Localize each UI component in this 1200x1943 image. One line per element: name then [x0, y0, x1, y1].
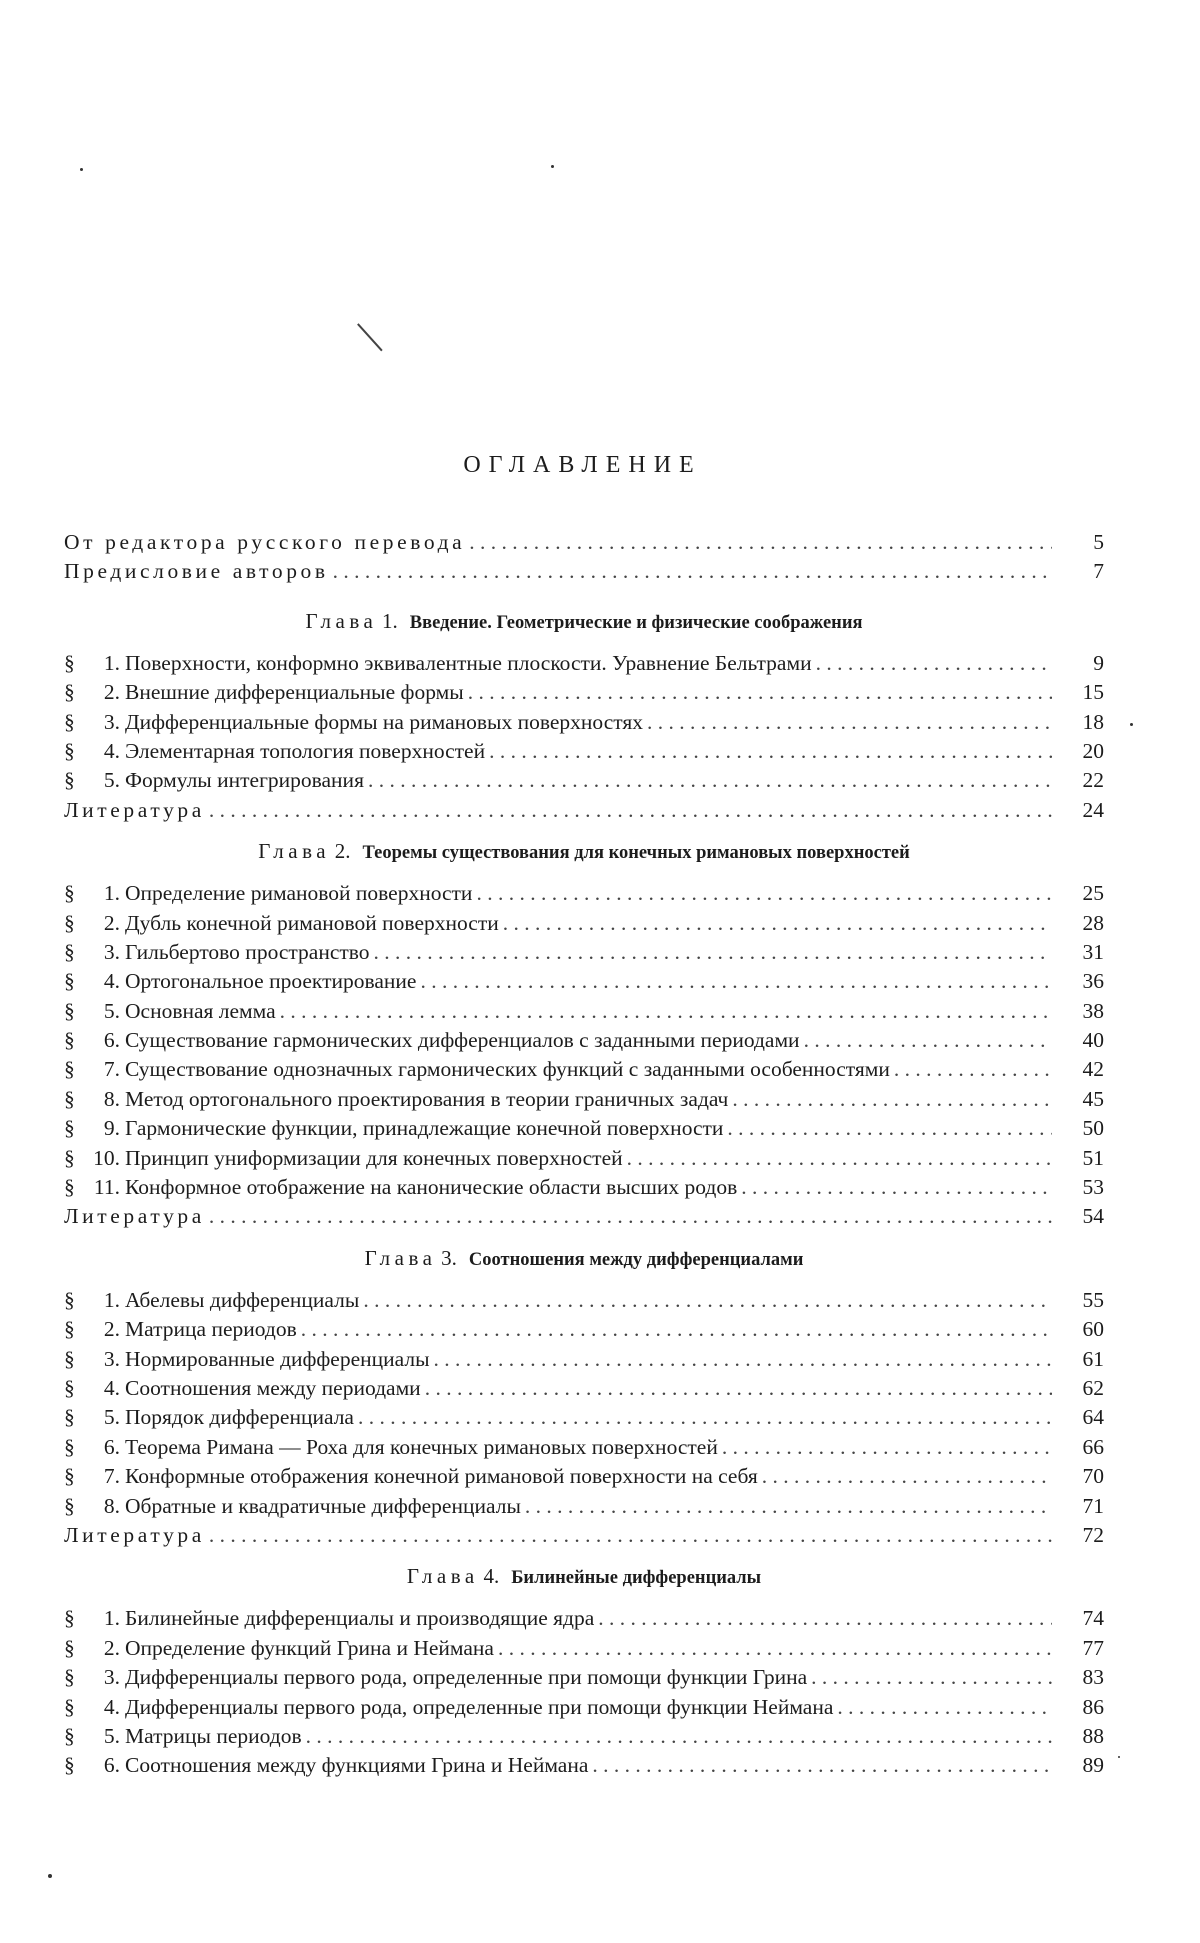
section-entry: [64, 1055, 1104, 1084]
section-title: Гармонические функции, принадлежащие конечной поверхности: [125, 1116, 724, 1141]
dot-leader: [363, 1286, 1052, 1315]
section-sign: §: [64, 881, 75, 906]
dot-leader: [816, 649, 1052, 678]
page-number: 51: [1082, 1145, 1104, 1170]
scan-mark: [357, 323, 382, 351]
page-number: 50: [1082, 1116, 1104, 1141]
page-number: 71: [1082, 1493, 1104, 1518]
section-number: 8.: [103, 1086, 120, 1111]
page-number: 88: [1082, 1723, 1104, 1748]
section-sign: §: [64, 910, 75, 935]
section-number: 2.: [103, 910, 120, 935]
dot-leader: [280, 997, 1052, 1026]
page-number: 28: [1082, 910, 1104, 935]
page-number: 74: [1082, 1606, 1104, 1631]
section-sign: §: [64, 680, 75, 705]
entry-text: Литература: [64, 1522, 205, 1547]
section-sign: §: [64, 1493, 75, 1518]
section-number: 5.: [103, 1723, 120, 1748]
page-number: 62: [1082, 1375, 1104, 1400]
section-title: Формулы интегрирования: [125, 768, 364, 793]
dot-leader: [420, 967, 1052, 996]
section-number: 3.: [103, 1346, 120, 1371]
chapter-heading: [64, 1560, 1104, 1592]
dot-leader: [592, 1751, 1052, 1780]
page-number: 20: [1082, 738, 1104, 763]
section-entry: [64, 879, 1104, 908]
dot-leader: [727, 1114, 1052, 1143]
page-number: 53: [1082, 1175, 1104, 1200]
dot-leader: [333, 557, 1052, 586]
section-number: 4.: [103, 1375, 120, 1400]
page-number: 40: [1082, 1028, 1104, 1053]
dot-leader: [503, 909, 1052, 938]
entry-text: Предисловие авторов: [64, 559, 329, 584]
chapter-label: Глава: [258, 839, 331, 864]
section-entry: [64, 967, 1104, 996]
section-number: 3.: [103, 709, 120, 734]
dot-leader: [811, 1663, 1052, 1692]
chapter-title: Введение. Геометрические и физические соображения: [409, 612, 863, 633]
page-number: 60: [1082, 1317, 1104, 1342]
dot-leader: [468, 678, 1052, 707]
section-entry: [64, 1315, 1104, 1344]
page-number: 83: [1082, 1665, 1104, 1690]
scan-speck: [48, 1874, 52, 1878]
page-number: 25: [1082, 881, 1104, 906]
section-entry: [64, 678, 1104, 707]
page-number: 5: [1093, 530, 1104, 554]
section-sign: §: [64, 1694, 75, 1719]
section-sign: §: [64, 1375, 75, 1400]
section-title: Конформные отображения конечной римановой поверхности на себя: [125, 1464, 758, 1489]
chapter-label: Глава: [364, 1245, 437, 1270]
section-number: 1.: [103, 1287, 120, 1312]
section-title: Основная лемма: [125, 998, 276, 1023]
section-sign: §: [64, 939, 75, 964]
section-number: 3.: [103, 1665, 120, 1690]
section-number: 11.: [93, 1175, 120, 1200]
chapter-title: Теоремы существования для конечных римановых поверхностей: [362, 843, 910, 864]
page-number: 18: [1082, 709, 1104, 734]
section-sign: §: [64, 1086, 75, 1111]
dot-leader: [627, 1144, 1052, 1173]
page-number: 64: [1082, 1405, 1104, 1430]
section-entry: [64, 1462, 1104, 1491]
section-sign: §: [64, 1464, 75, 1489]
section-title: Внешние дифференциальные формы: [125, 680, 464, 705]
dot-leader: [301, 1315, 1052, 1344]
section-sign: §: [64, 1635, 75, 1660]
section-number: 5.: [103, 998, 120, 1023]
section-title: Поверхности, конформно эквивалентные плоскости. Уравнение Бельтрами: [125, 650, 812, 675]
literature-entry: [64, 796, 1104, 825]
section-title: Матрицы периодов: [125, 1723, 302, 1748]
chapter-title: Билинейные дифференциалы: [511, 1568, 762, 1589]
section-number: 1.: [103, 650, 120, 675]
chapter-number: 4.: [483, 1564, 500, 1589]
page-number: 70: [1082, 1464, 1104, 1489]
section-entry: [64, 1693, 1104, 1722]
dot-leader: [374, 938, 1052, 967]
entry-text: От редактора русского перевода: [64, 530, 466, 554]
section-entry: [64, 1634, 1104, 1663]
section-number: 7.: [103, 1057, 120, 1082]
section-title: Ортогональное проектирование: [125, 969, 417, 994]
section-number: 6.: [103, 1028, 120, 1053]
dot-leader: [804, 1026, 1052, 1055]
dot-leader: [209, 1521, 1052, 1550]
dot-leader: [469, 528, 1052, 557]
dot-leader: [209, 796, 1052, 825]
table-of-contents: [64, 528, 1104, 1781]
dot-leader: [425, 1374, 1052, 1403]
chapter-number: 1.: [382, 608, 398, 633]
page-number: 42: [1082, 1057, 1104, 1082]
section-sign: §: [64, 1405, 75, 1430]
dot-leader: [894, 1055, 1052, 1084]
section-sign: §: [64, 1028, 75, 1053]
section-title: Абелевы дифференциалы: [125, 1287, 360, 1312]
section-entry: [64, 1433, 1104, 1462]
entry-text: Литература: [64, 1204, 205, 1229]
section-sign: §: [64, 738, 75, 763]
section-sign: §: [64, 1175, 75, 1200]
section-title: Соотношения между функциями Грина и Неймана: [125, 1753, 589, 1778]
section-sign: §: [64, 1434, 75, 1459]
section-title: Дифференциалы первого рода, определенные при помощи функции Неймана: [125, 1694, 834, 1719]
section-title: Теорема Римана — Роха для конечных римановых поверхностей: [125, 1434, 718, 1459]
section-sign: §: [64, 998, 75, 1023]
section-title: Элементарная топология поверхностей: [125, 738, 486, 763]
page-number: 24: [1082, 797, 1104, 822]
dot-leader: [722, 1433, 1052, 1462]
section-entry: [64, 1374, 1104, 1403]
page-number: 45: [1082, 1086, 1104, 1111]
section-title: Конформное отображение на канонические области высших родов: [125, 1175, 738, 1200]
section-title: Дифференциальные формы на римановых поверхностях: [125, 709, 643, 734]
dot-leader: [647, 708, 1052, 737]
section-title: Дифференциалы первого рода, определенные при помощи функции Грина: [125, 1665, 808, 1690]
section-number: 5.: [103, 1405, 120, 1430]
page-number: 36: [1082, 969, 1104, 994]
section-number: 9.: [103, 1116, 120, 1141]
dot-leader: [368, 766, 1052, 795]
scan-speck: [1118, 1756, 1120, 1758]
page-number: 7: [1093, 559, 1104, 584]
section-entry: [64, 1663, 1104, 1692]
section-entry: [64, 938, 1104, 967]
section-entry: [64, 1286, 1104, 1315]
section-title: Обратные и квадратичные дифференциалы: [125, 1493, 521, 1518]
section-title: Соотношения между периодами: [125, 1375, 421, 1400]
dot-leader: [209, 1202, 1052, 1231]
section-number: 2.: [103, 1317, 120, 1342]
section-title: Дубль конечной римановой поверхности: [125, 910, 499, 935]
section-title: Определение функций Грина и Неймана: [125, 1635, 494, 1660]
page-number: 55: [1082, 1287, 1104, 1312]
dot-leader: [598, 1604, 1052, 1633]
page-number: 22: [1082, 768, 1104, 793]
section-number: 7.: [103, 1464, 120, 1489]
dot-leader: [741, 1173, 1052, 1202]
chapter-label: Глава: [406, 1564, 479, 1589]
dot-leader: [837, 1693, 1052, 1722]
dot-leader: [489, 737, 1052, 766]
section-sign: §: [64, 1723, 75, 1748]
section-sign: §: [64, 768, 75, 793]
dot-leader: [306, 1722, 1052, 1751]
section-entry: [64, 1722, 1104, 1751]
section-number: 4.: [103, 738, 120, 763]
section-number: 1.: [103, 881, 120, 906]
dot-leader: [762, 1462, 1052, 1491]
dot-leader: [358, 1403, 1052, 1432]
section-title: Гильбертово пространство: [125, 939, 370, 964]
scan-speck: [80, 168, 83, 171]
section-entry: [64, 997, 1104, 1026]
section-sign: §: [64, 1753, 75, 1778]
chapter-heading: [64, 1242, 1104, 1274]
section-number: 5.: [103, 768, 120, 793]
chapter-heading: [64, 835, 1104, 867]
dot-leader: [476, 879, 1052, 908]
dot-leader: [498, 1634, 1052, 1663]
section-title: Существование гармонических дифференциалов с заданными периодами: [125, 1028, 800, 1053]
section-title: Принцип униформизации для конечных поверхностей: [125, 1145, 623, 1170]
chapter-number: 2.: [334, 839, 351, 864]
page-number: 72: [1082, 1522, 1104, 1547]
section-title: Определение римановой поверхности: [125, 881, 473, 906]
section-entry: [64, 1345, 1104, 1374]
section-entry: [64, 1114, 1104, 1143]
section-entry: [64, 1492, 1104, 1521]
section-title: Нормированные дифференциалы: [125, 1346, 430, 1371]
section-entry: [64, 1173, 1104, 1202]
section-number: 3.: [103, 939, 120, 964]
section-number: 8.: [103, 1493, 120, 1518]
literature-entry: [64, 1521, 1104, 1550]
section-title: Матрица периодов: [125, 1317, 297, 1342]
section-sign: §: [64, 1057, 75, 1082]
page-number: 66: [1082, 1434, 1104, 1459]
section-entry: [64, 708, 1104, 737]
section-title: Порядок дифференциала: [125, 1405, 354, 1430]
page-number: 9: [1093, 650, 1104, 675]
section-sign: §: [64, 1145, 75, 1170]
section-entry: [64, 1403, 1104, 1432]
section-entry: [64, 909, 1104, 938]
section-sign: §: [64, 1287, 75, 1312]
section-entry: [64, 649, 1104, 678]
section-title: Билинейные дифференциалы и производящие ядра: [125, 1606, 595, 1631]
section-entry: [64, 737, 1104, 766]
section-entry: [64, 1144, 1104, 1173]
section-entry: [64, 1085, 1104, 1114]
section-entry: [64, 1026, 1104, 1055]
section-sign: §: [64, 1317, 75, 1342]
section-entry: [64, 1604, 1104, 1633]
section-number: 2.: [103, 680, 120, 705]
section-number: 2.: [103, 1635, 120, 1660]
section-sign: §: [64, 709, 75, 734]
chapter-number: 3.: [441, 1245, 457, 1270]
section-title: Метод ортогонального проектирования в теории граничных задач: [125, 1086, 729, 1111]
section-number: 1.: [103, 1606, 120, 1631]
section-sign: §: [64, 1346, 75, 1371]
page-number: 61: [1082, 1346, 1104, 1371]
dot-leader: [434, 1345, 1052, 1374]
chapter-title: Соотношения между дифференциалами: [468, 1249, 804, 1270]
front-matter-entry: [64, 528, 1104, 557]
page-number: 77: [1082, 1635, 1104, 1660]
page-number: 86: [1082, 1694, 1104, 1719]
page-number: 31: [1082, 939, 1104, 964]
page-number: 38: [1082, 998, 1104, 1023]
dot-leader: [732, 1085, 1052, 1114]
chapter-label: Глава: [305, 608, 378, 633]
section-entry: [64, 1751, 1104, 1780]
page-number: 54: [1082, 1204, 1104, 1229]
scan-speck: [551, 165, 554, 168]
section-sign: §: [64, 969, 75, 994]
page-number: 89: [1082, 1753, 1104, 1778]
dot-leader: [525, 1492, 1052, 1521]
section-sign: §: [64, 1116, 75, 1141]
section-sign: §: [64, 1665, 75, 1690]
section-number: 4.: [103, 969, 120, 994]
section-title: Существование однозначных гармонических функций с заданными особенностями: [125, 1057, 890, 1082]
front-matter-entry: [64, 557, 1104, 586]
section-sign: §: [64, 650, 75, 675]
section-number: 4.: [103, 1694, 120, 1719]
page-title: ОГЛАВЛЕНИЕ: [463, 452, 702, 479]
section-sign: §: [64, 1606, 75, 1631]
page-number: 15: [1082, 680, 1104, 705]
scan-speck: [1130, 723, 1133, 726]
section-number: 6.: [103, 1434, 120, 1459]
section-number: 10.: [93, 1145, 120, 1170]
chapter-heading: [64, 605, 1104, 637]
entry-text: Литература: [64, 797, 205, 822]
literature-entry: [64, 1202, 1104, 1231]
section-number: 6.: [103, 1753, 120, 1778]
section-entry: [64, 766, 1104, 795]
